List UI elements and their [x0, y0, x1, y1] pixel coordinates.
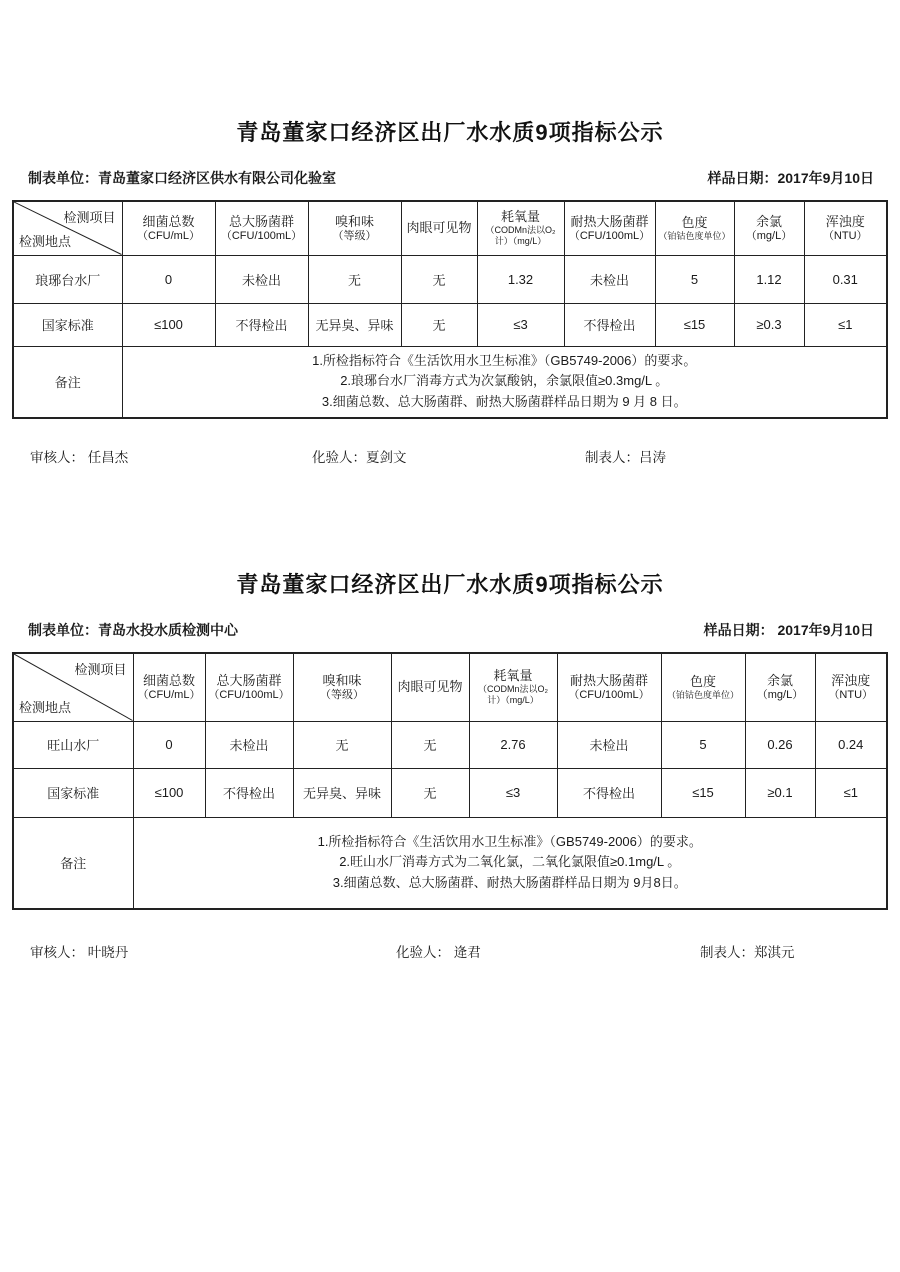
remark-content: [122, 346, 887, 418]
cell-value: 不得检出: [564, 303, 655, 346]
cell-value: 不得检出: [205, 768, 293, 817]
meta-row: [28, 620, 874, 640]
column-header-odor: 嗅和味 （等级）: [308, 201, 401, 255]
remark-row: [13, 817, 887, 909]
column-header-thermotolerant-coliform: 耐热大肠菌群 （CFU/100mL）: [557, 653, 661, 721]
cell-value: ≥0.1: [745, 768, 815, 817]
cell-value: 无异臭、异味: [293, 768, 391, 817]
sample-date-label: 样品日期：2017年9月10日: [707, 170, 874, 186]
cell-value: 无: [391, 721, 469, 768]
column-header-cod: 耗氧量 （CODMn法以O₂计）（mg/L）: [469, 653, 557, 721]
column-header-total-coliform: 总大肠菌群 （CFU/100mL）: [205, 653, 293, 721]
column-header-cod: 耗氧量 （CODMn法以O₂计）（mg/L）: [477, 201, 564, 255]
water-quality-table-2: [12, 652, 888, 910]
report-title: 青岛董家口经济区出厂水水质9项指标公示: [236, 120, 664, 145]
column-header-visible-matter: 肉眼可见物: [401, 201, 477, 255]
report-section-2: [0, 464, 900, 959]
header-row: [13, 653, 887, 721]
cell-value: ≤15: [661, 768, 745, 817]
cell-value: 0.31: [804, 255, 887, 303]
column-header-turbidity: 浑浊度 （NTU）: [804, 201, 887, 255]
analyst-signature: 化验人： 逄君: [396, 945, 481, 960]
column-header-turbidity: 浑浊度 （NTU）: [815, 653, 887, 721]
column-header-chroma: 色度 （铂钴色度单位）: [661, 653, 745, 721]
column-header-residual-chlorine: 余氯 （mg/L）: [734, 201, 804, 255]
remark-line: 1.所检指标符合《生活饮用水卫生标准》（GB5749-2006）的要求。: [312, 352, 697, 368]
cell-value: 无: [391, 768, 469, 817]
cell-value: 1.12: [734, 255, 804, 303]
cell-value: 0.26: [745, 721, 815, 768]
cell-value: 2.76: [469, 721, 557, 768]
header-row: [13, 201, 887, 255]
diag-label-items: 检测项目: [74, 662, 127, 677]
diagonal-header-cell: [13, 201, 122, 255]
cell-value: 5: [661, 721, 745, 768]
cell-value: 0: [133, 721, 205, 768]
cell-value: ≤1: [815, 768, 887, 817]
analyst-signature: 化验人：夏剑文: [312, 450, 407, 465]
remark-line: 2.琅琊台水厂消毒方式为次氯酸钠，余氯限值≥0.3mg/L 。: [340, 373, 669, 389]
remark-line: 2.旺山水厂消毒方式为二氧化氯，二氧化氯限值≥0.1mg/L 。: [339, 854, 681, 870]
signature-row: [0, 446, 900, 464]
column-header-total-coliform: 总大肠菌群 （CFU/100mL）: [215, 201, 308, 255]
row-label: 琅琊台水厂: [13, 255, 122, 303]
table-row-plant: [13, 721, 887, 768]
cell-value: 无异臭、异味: [308, 303, 401, 346]
cell-value: 不得检出: [557, 768, 661, 817]
maker-unit-label: 制表单位：青岛董家口经济区供水有限公司化验室: [28, 170, 336, 186]
row-label: 旺山水厂: [13, 721, 133, 768]
report-title: 青岛董家口经济区出厂水水质9项指标公示: [236, 572, 664, 597]
remark-content: [133, 817, 887, 909]
maker-unit-label: 制表单位：青岛水投水质检测中心: [28, 622, 238, 638]
cell-value: 0.24: [815, 721, 887, 768]
tabulator-signature: 制表人：郑淇元: [700, 945, 795, 960]
cell-value: 未检出: [215, 255, 308, 303]
remark-line: 3.细菌总数、总大肠菌群、耐热大肠菌群样品日期为 9月8日。: [332, 875, 687, 891]
cell-value: 无: [401, 303, 477, 346]
diagonal-header-cell: [13, 653, 133, 721]
cell-value: 未检出: [557, 721, 661, 768]
cell-value: 无: [293, 721, 391, 768]
column-header-bacteria: 细菌总数 （CFU/mL）: [133, 653, 205, 721]
cell-value: ≤1: [804, 303, 887, 346]
column-header-visible-matter: 肉眼可见物: [391, 653, 469, 721]
cell-value: 未检出: [205, 721, 293, 768]
remark-label: 备注: [13, 817, 133, 909]
sample-date-label: 样品日期： 2017年9月10日: [703, 622, 874, 638]
table-row-standard: [13, 768, 887, 817]
remark-label: 备注: [13, 346, 122, 418]
column-header-chroma: 色度 （铂钴色度单位）: [655, 201, 734, 255]
diag-label-items: 检测项目: [63, 210, 116, 225]
cell-value: 无: [308, 255, 401, 303]
cell-value: ≤3: [477, 303, 564, 346]
row-label: 国家标准: [13, 768, 133, 817]
report-section-1: [0, 0, 900, 464]
column-header-thermotolerant-coliform: 耐热大肠菌群 （CFU/100mL）: [564, 201, 655, 255]
cell-value: 0: [122, 255, 215, 303]
meta-row: [28, 168, 874, 188]
reviewer-signature: 审核人： 任昌杰: [30, 450, 129, 465]
column-header-residual-chlorine: 余氯 （mg/L）: [745, 653, 815, 721]
diag-label-location: 检测地点: [19, 699, 72, 715]
remark-row: [13, 346, 887, 418]
remark-line: 1.所检指标符合《生活饮用水卫生标准》（GB5749-2006）的要求。: [317, 833, 702, 849]
table-row-standard: [13, 303, 887, 346]
cell-value: ≥0.3: [734, 303, 804, 346]
row-label: 国家标准: [13, 303, 122, 346]
column-header-odor: 嗅和味 （等级）: [293, 653, 391, 721]
remark-line: 3.细菌总数、总大肠菌群、耐热大肠菌群样品日期为 9 月 8 日。: [321, 394, 687, 410]
column-header-bacteria: 细菌总数 （CFU/mL）: [122, 201, 215, 255]
cell-value: 无: [401, 255, 477, 303]
cell-value: ≤15: [655, 303, 734, 346]
tabulator-signature: 制表人：吕涛: [585, 450, 666, 465]
cell-value: 5: [655, 255, 734, 303]
cell-value: ≤3: [469, 768, 557, 817]
cell-value: 未检出: [564, 255, 655, 303]
cell-value: ≤100: [133, 768, 205, 817]
diag-label-location: 检测地点: [19, 233, 72, 249]
cell-value: 不得检出: [215, 303, 308, 346]
table-row-plant: [13, 255, 887, 303]
cell-value: 1.32: [477, 255, 564, 303]
reviewer-signature: 审核人： 叶晓丹: [30, 945, 129, 960]
cell-value: ≤100: [122, 303, 215, 346]
signature-row: [0, 941, 900, 959]
water-quality-table-1: [12, 200, 888, 419]
